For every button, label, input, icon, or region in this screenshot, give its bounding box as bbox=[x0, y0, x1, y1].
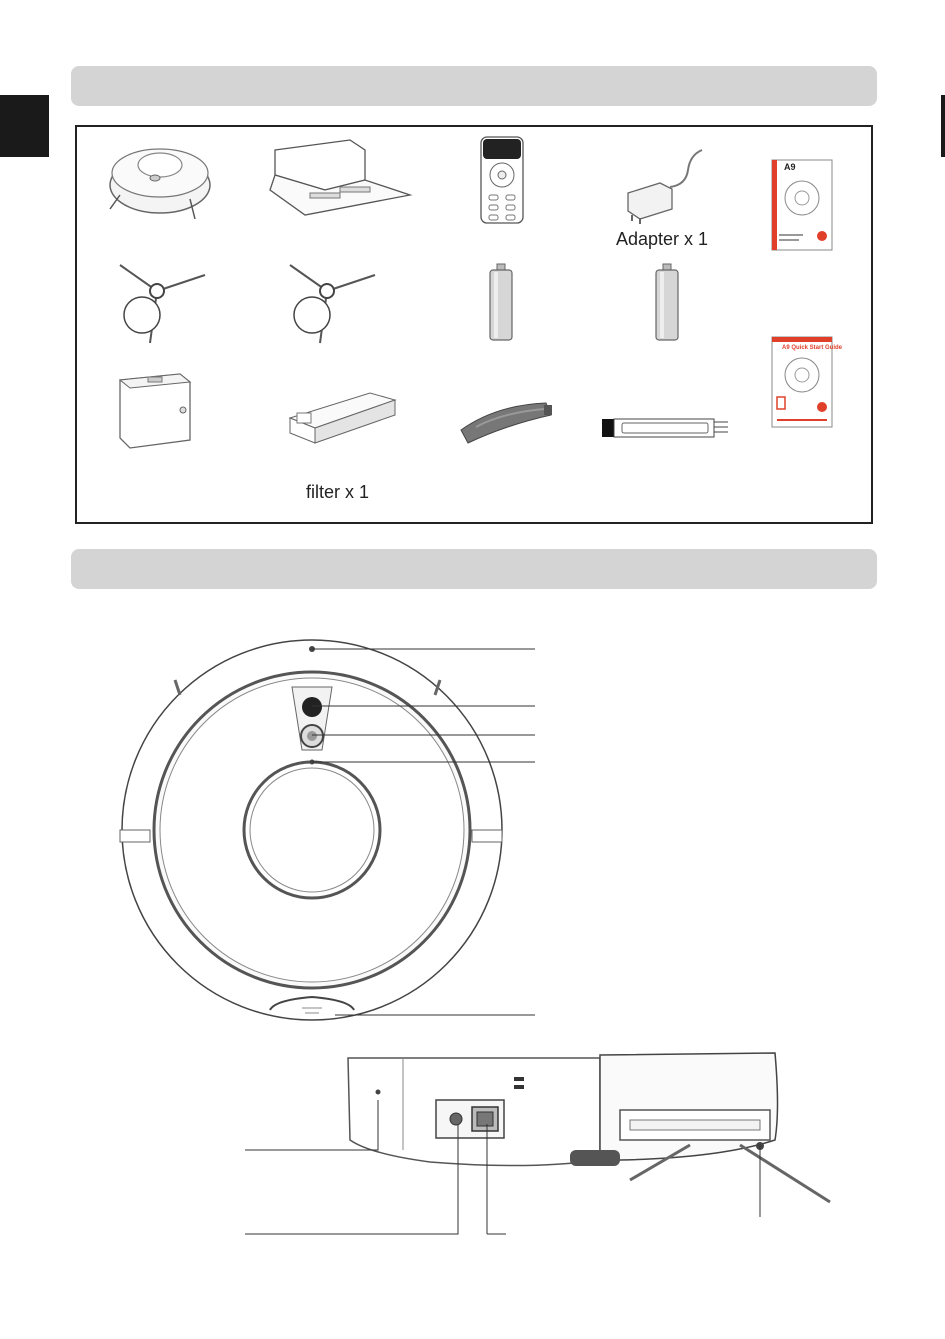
user-manual-cover-text: A9 bbox=[784, 162, 796, 172]
filter-caption: filter x 1 bbox=[306, 482, 370, 502]
adapter-caption: Adapter x 1 bbox=[616, 229, 709, 249]
quick-start-guide-cover-text: A9 Quick Start Guide bbox=[782, 345, 843, 351]
